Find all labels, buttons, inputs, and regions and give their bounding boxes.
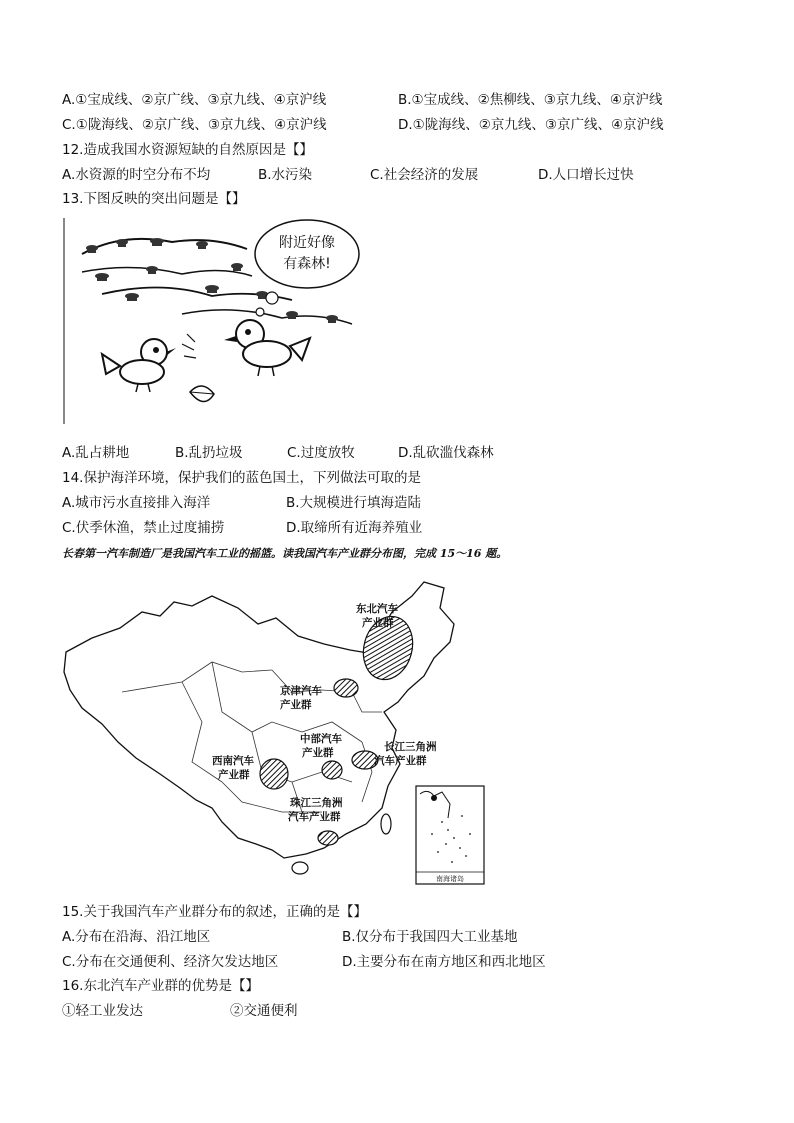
label-northeast-1: 东北汽车 (356, 603, 398, 615)
label-jingjin-2: 产业群 (280, 699, 312, 711)
label-pearl-1: 珠江三角洲 (290, 797, 343, 809)
q13-option-a: A.乱占耕地 (62, 445, 130, 461)
label-southwest-2: 产业群 (218, 769, 250, 781)
deforestation-cartoon (62, 214, 367, 428)
q16-stem: 16.东北汽车产业群的优势是【】 (62, 978, 259, 994)
q13-option-c: C.过度放牧 (287, 445, 355, 461)
q16-option-2: ②交通便利 (230, 1003, 298, 1019)
q15-option-b: B.仅分布于我国四大工业基地 (342, 929, 518, 945)
q12-option-a: A.水资源的时空分布不均 (62, 167, 211, 183)
label-yangtze-1: 长江三角洲 (384, 741, 437, 753)
q13-option-d: D.乱砍滥伐森林 (398, 445, 494, 461)
bubble-line-1: 附近好像 (279, 235, 335, 251)
china-auto-cluster-map (62, 572, 490, 890)
q12-stem: 12.造成我国水资源短缺的自然原因是【】 (62, 142, 313, 158)
q15-option-c: C.分布在交通便利、经济欠发达地区 (62, 954, 279, 970)
q15-option-d: D.主要分布在南方地区和西北地区 (342, 954, 546, 970)
bubble-line-2: 有森林! (283, 256, 331, 272)
q13-stem: 13.下图反映的突出问题是【】 (62, 191, 246, 207)
q16-option-1: ①轻工业发达 (62, 1003, 143, 1019)
label-yangtze-2: 汽车产业群 (374, 755, 427, 767)
q14-option-c: C.伏季休渔，禁止过度捕捞 (62, 520, 225, 536)
label-southwest-1: 西南汽车 (212, 755, 254, 767)
bird-right-icon (224, 320, 310, 376)
inset-label: 南海诸岛 (436, 875, 464, 883)
q14-option-d: D.取缔所有近海养殖业 (286, 520, 423, 536)
map-intro: 长春第一汽车制造厂是我国汽车工业的摇篮。读我国汽车产业群分布图，完成 15～16 题。 (62, 547, 508, 560)
q11-option-c: C.①陇海线、②京广线、③京九线、④京沪线 (62, 117, 327, 133)
q12-option-c: C.社会经济的发展 (370, 167, 479, 183)
q13-option-b: B.乱扔垃圾 (175, 445, 243, 461)
label-pearl-2: 汽车产业群 (288, 811, 341, 823)
q11-option-d: D.①陇海线、②京九线、③京广线、④京沪线 (398, 117, 664, 133)
bird-left-icon (102, 339, 176, 392)
q12-option-b: B.水污染 (258, 167, 313, 183)
q11-option-a: A.①宝成线、②京广线、③京九线、④京沪线 (62, 92, 327, 108)
q11-option-b: B.①宝成线、②焦柳线、③京九线、④京沪线 (398, 92, 663, 108)
q15-option-a: A.分布在沿海、沿江地区 (62, 929, 211, 945)
q12-option-d: D.人口增长过快 (538, 167, 634, 183)
label-northeast-2: 产业群 (362, 617, 394, 629)
q14-stem: 14.保护海洋环境，保护我们的蓝色国土，下列做法可取的是 (62, 470, 421, 486)
label-jingjin-1: 京津汽车 (280, 685, 322, 697)
label-central-2: 产业群 (302, 747, 334, 759)
q14-option-a: A.城市污水直接排入海洋 (62, 495, 211, 511)
label-central-1: 中部汽车 (300, 733, 342, 745)
q14-option-b: B.大规模进行填海造陆 (286, 495, 422, 511)
q15-stem: 15.关于我国汽车产业群分布的叙述，正确的是【】 (62, 904, 367, 920)
